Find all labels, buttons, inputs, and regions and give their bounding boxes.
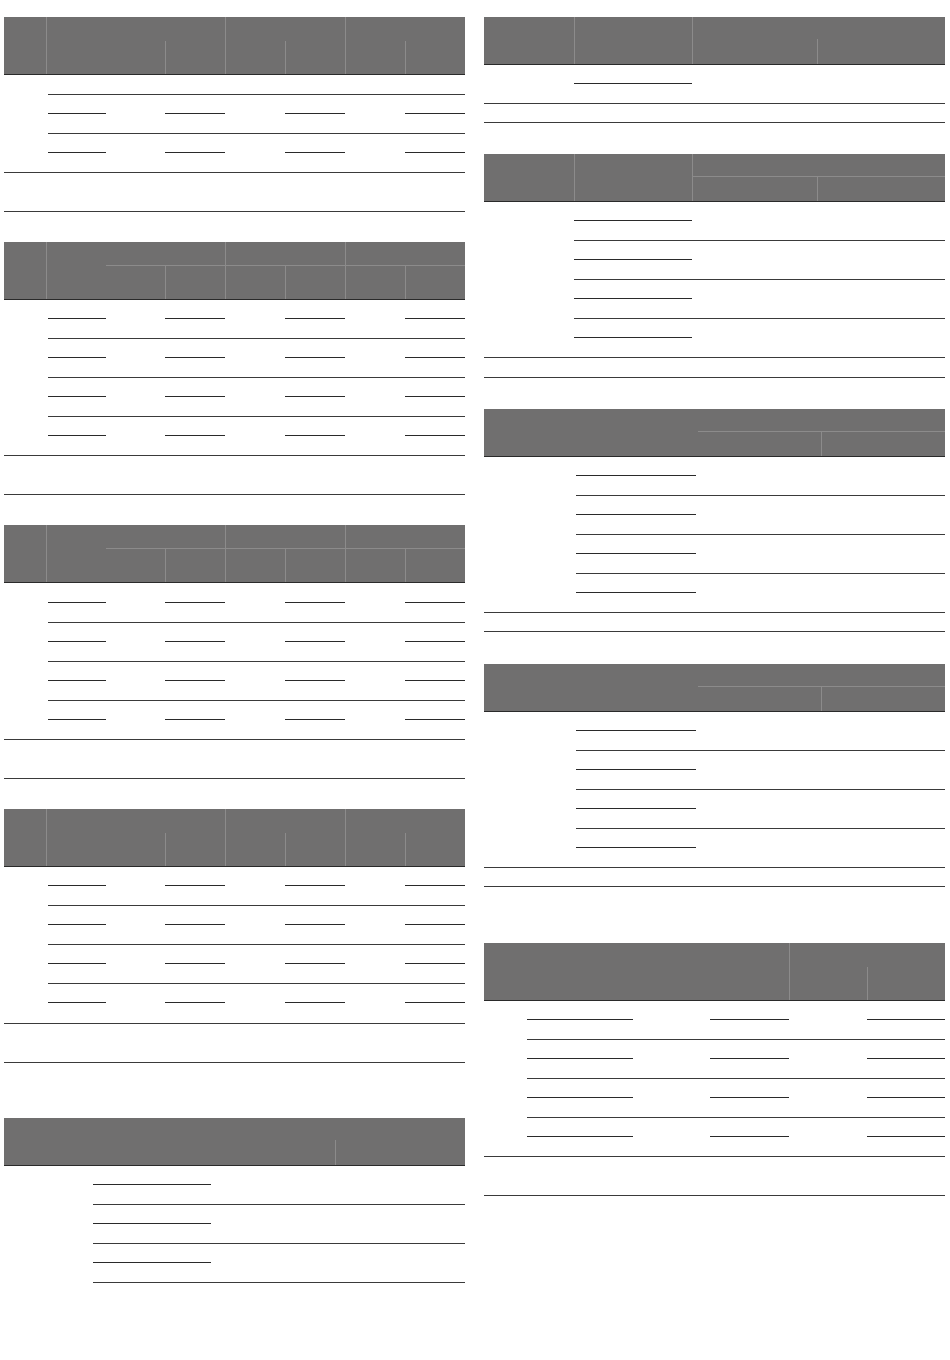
table-header	[4, 1118, 465, 1165]
table-header	[4, 17, 465, 74]
table-header	[484, 17, 945, 64]
table-left-1	[4, 17, 465, 212]
table-left-4	[4, 809, 465, 1063]
table-left-3	[4, 525, 465, 779]
table-header	[4, 525, 465, 582]
table-right-3	[484, 409, 945, 634]
table-header	[4, 242, 465, 299]
table-left-2	[4, 242, 465, 496]
table-right-1	[484, 17, 945, 125]
table-header	[484, 409, 945, 456]
table-header	[484, 664, 945, 711]
table-header	[484, 943, 945, 1000]
table-header	[484, 154, 945, 201]
table-right-2	[484, 154, 945, 379]
table-right-4	[484, 664, 945, 889]
table-right-5	[484, 943, 945, 1198]
table-header	[4, 809, 465, 866]
table-left-5	[4, 1118, 465, 1288]
